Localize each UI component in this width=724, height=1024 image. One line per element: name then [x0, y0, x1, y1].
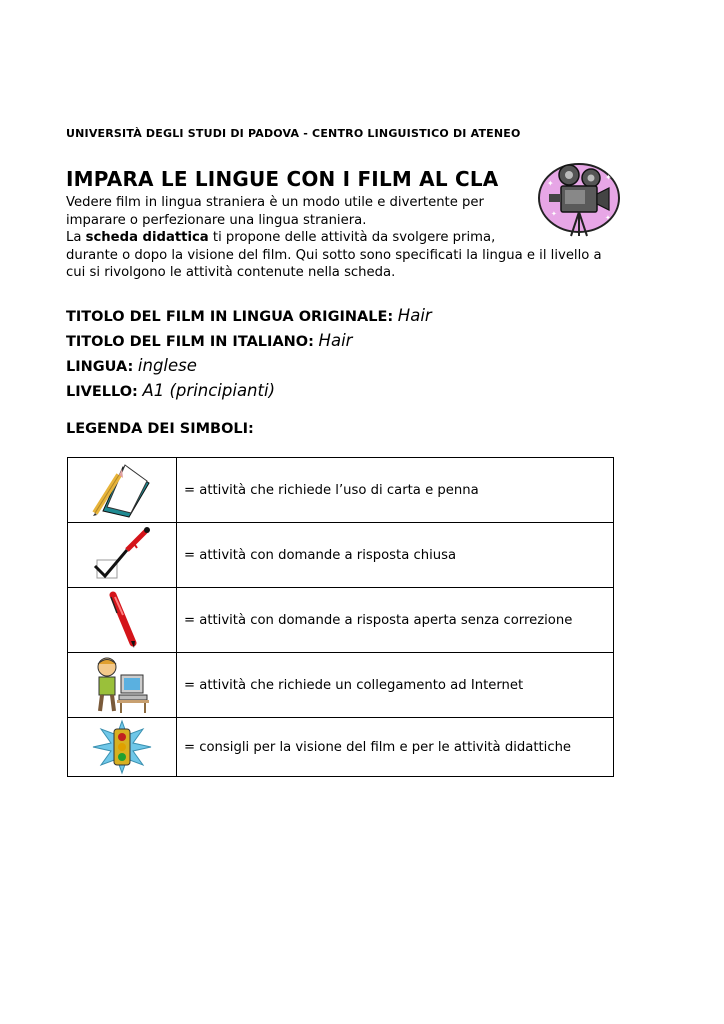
computer-user-icon: [89, 655, 155, 715]
intro-text: ti propone delle attività da svolgere prima,: [208, 230, 496, 245]
legend-icon-cell: [68, 718, 177, 777]
intro-line: cui si rivolgono le attività contenute nella scheda.: [66, 265, 396, 280]
legend-table: [67, 457, 614, 777]
intro-text: La: [66, 230, 86, 245]
traffic-light-icon: [89, 719, 155, 775]
language-value: inglese: [137, 356, 197, 375]
original-title-value: Hair: [397, 306, 432, 325]
intro-line: durante o dopo la visione del film. Qui sotto sono specificati la lingua e il livello a: [66, 247, 602, 263]
legend-row: [68, 718, 614, 777]
intro-line: [66, 229, 666, 247]
original-title-label: TITOLO DEL FILM IN LINGUA ORIGINALE:: [66, 309, 394, 325]
institution-header: UNIVERSITÀ DEGLI STUDI DI PADOVA - CENTRO LINGUISTICO DI ATENEO: [66, 127, 521, 140]
page-title: IMPARA LE LINGUE CON I FILM AL CLA: [66, 167, 499, 191]
svg-text:✦: ✦: [605, 214, 611, 222]
legend-text: = attività che richiede un collegamento ad Internet: [177, 653, 614, 718]
legend-text: = attività con domande a risposta aperta senza correzione: [177, 588, 614, 653]
language-row: [66, 354, 432, 379]
italian-title-label: TITOLO DEL FILM IN ITALIANO:: [66, 334, 314, 350]
legend-icon-cell: [68, 588, 177, 653]
intro-paragraph: [66, 194, 666, 282]
legend-row: [68, 523, 614, 588]
italian-title-row: [66, 329, 432, 354]
legend-row: [68, 458, 614, 523]
italian-title-value: Hair: [318, 331, 353, 350]
svg-text:✦: ✦: [605, 173, 612, 182]
legend-row: [68, 653, 614, 718]
checkbox-pen-icon: [89, 526, 155, 584]
pencil-paper-icon: [89, 461, 155, 519]
red-pen-icon: [89, 591, 155, 649]
level-value: A1 (principianti): [142, 381, 276, 400]
legend-text: = consigli per la visione del film e per le attività didattiche: [177, 718, 614, 777]
film-info: [66, 304, 432, 404]
level-row: [66, 379, 432, 404]
scheda-didattica-bold: scheda didattica: [85, 230, 209, 245]
intro-line: Vedere film in lingua straniera è un modo utile e divertente per: [66, 195, 484, 210]
legend-icon-cell: [68, 653, 177, 718]
language-label: LINGUA:: [66, 359, 134, 375]
original-title-row: [66, 304, 432, 329]
legend-icon-cell: [68, 458, 177, 523]
svg-text:✦: ✦: [551, 210, 557, 218]
svg-text:✦: ✦: [547, 179, 554, 188]
legend-text: = attività che richiede l’uso di carta e penna: [177, 458, 614, 523]
legend-text: = attività con domande a risposta chiusa: [177, 523, 614, 588]
level-label: LIVELLO:: [66, 384, 138, 400]
legend-row: [68, 588, 614, 653]
legend-title: LEGENDA DEI SIMBOLI:: [66, 421, 254, 437]
legend-icon-cell: [68, 523, 177, 588]
intro-line: imparare o perfezionare una lingua straniera.: [66, 212, 367, 228]
